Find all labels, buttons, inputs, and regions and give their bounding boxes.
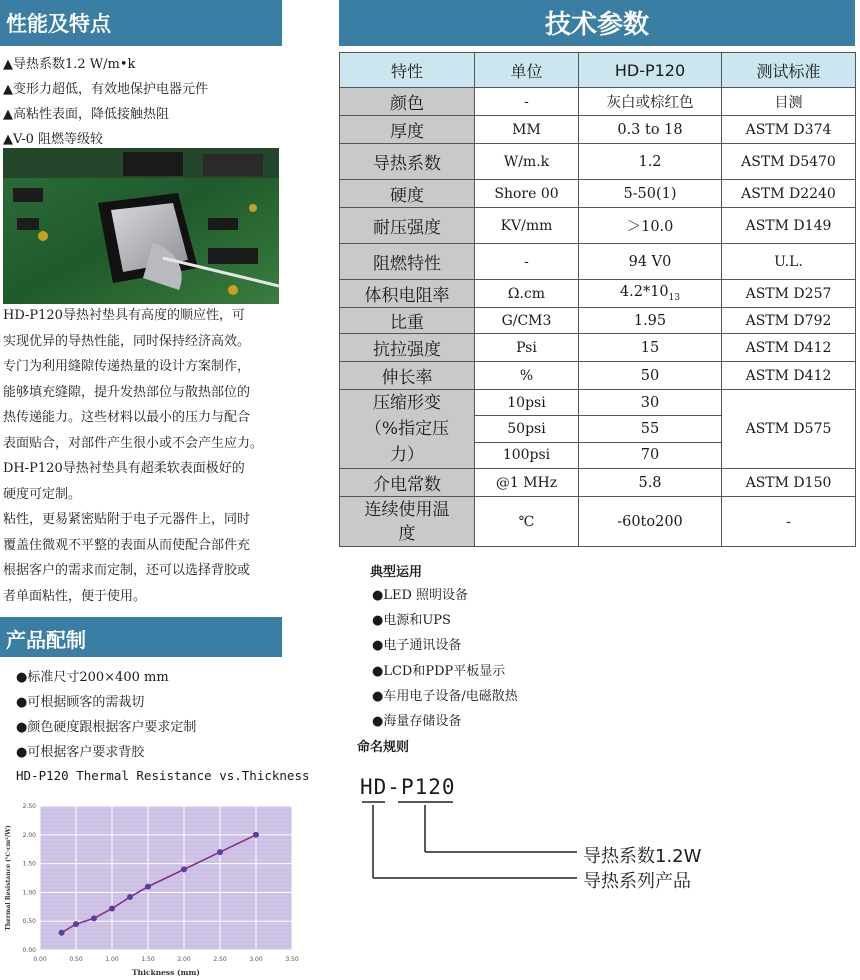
description-line: 根据客户的需求而定制，还可以选择背胶或 — [3, 563, 251, 578]
spec-value: 1.95 — [579, 308, 722, 334]
spec-value: 0.3 to 18 — [579, 116, 722, 144]
spec-row — [340, 116, 856, 144]
data-point — [73, 921, 79, 927]
property-line: （%指定压 — [364, 419, 450, 439]
description-line: 覆盖住微观不平整的表面从而使配合部件充 — [3, 537, 251, 553]
spec-header-cell: 测试标准 — [722, 53, 856, 88]
tech-heading: 技术参数 — [339, 0, 855, 46]
description-line: 专门为利用缝隙传递热量的设计方案制作， — [3, 359, 251, 374]
code-prefix: HD — [360, 775, 388, 799]
spec-header-cell: HD-P120 — [579, 53, 722, 88]
spec-standard: ASTM D2240 — [722, 180, 856, 208]
spec-unit: MM — [475, 116, 579, 144]
x-tick-label: 0.00 — [33, 956, 47, 963]
x-tick-label: 1.50 — [141, 956, 155, 963]
y-tick-label: 1.50 — [22, 860, 36, 868]
description-line: 者单面粘性，便于使用。 — [3, 588, 147, 604]
spec-standard: 目测 — [722, 88, 856, 116]
spec-value: 15 — [579, 334, 722, 362]
y-tick-label: 1.00 — [22, 889, 36, 897]
code-suffix: P120 — [400, 775, 456, 799]
feature-item: ▲高粘性表面，降低接触热阻 — [3, 107, 169, 122]
y-tick-label: 0.50 — [22, 918, 36, 926]
x-tick-label: 3.00 — [249, 956, 263, 963]
spec-unit: Shore 00 — [475, 180, 579, 208]
spec-standard: ASTM D374 — [722, 116, 856, 144]
chart-title: HD-P120 Thermal Resistance vs.Thickness — [16, 768, 310, 783]
spec-value: 55 — [579, 416, 722, 442]
data-point — [145, 884, 151, 890]
features-list — [3, 52, 281, 152]
data-point — [217, 849, 223, 855]
value-base: 4.2*10 — [619, 284, 669, 301]
spec-property: 耐压强度 — [340, 208, 475, 244]
data-point — [59, 930, 65, 936]
description-line: 热传递能力。这些材料以最小的压力与配合 — [3, 410, 251, 425]
spec-unit: @1 MHz — [475, 469, 579, 497]
product-photo — [3, 148, 279, 304]
spec-unit: Psi — [475, 334, 579, 362]
naming-heading: 命名规则 — [357, 740, 410, 755]
spec-property: 硬度 — [340, 180, 475, 208]
data-point — [91, 915, 97, 921]
spec-value — [579, 280, 722, 308]
value-exponent: 13 — [668, 292, 681, 303]
spec-standard: ASTM D412 — [722, 362, 856, 390]
data-point — [181, 866, 187, 872]
description-line: 能够填充缝隙，提升发热部位与散热部位的 — [3, 384, 251, 400]
property-line: 压缩形变 — [373, 393, 441, 413]
config-item: ●标准尺寸200×400 mm — [16, 670, 169, 685]
config-item: ●颜色硬度跟根据客户要求定制 — [16, 720, 197, 735]
spec-value: 30 — [579, 390, 722, 416]
spec-row — [340, 208, 856, 244]
spec-property: 导热系数 — [340, 144, 475, 180]
config-item: ●可根据客户要求背胶 — [16, 745, 145, 760]
spec-unit: G/CM3 — [475, 308, 579, 334]
spec-property: 抗拉强度 — [340, 334, 475, 362]
spec-unit: 10psi — [475, 390, 579, 416]
x-tick-label: 2.00 — [177, 956, 191, 963]
spec-unit: 50psi — [475, 416, 579, 442]
spec-value: 94 V0 — [579, 244, 722, 280]
spec-property — [340, 497, 475, 547]
spec-property: 比重 — [340, 308, 475, 334]
naming-series-label: 导热系列产品 — [583, 871, 691, 892]
spec-property: 颜色 — [340, 88, 475, 116]
description-line: 实现优异的导热性能，同时保持经济高效。 — [3, 333, 251, 349]
spec-value: 1.2 — [579, 144, 722, 180]
thermal-resistance-chart — [0, 796, 300, 980]
spec-property — [340, 390, 475, 469]
naming-conductivity-label: 导热系数1.2W — [583, 846, 702, 867]
spec-value: ＞10.0 — [579, 208, 722, 244]
data-point — [253, 832, 259, 838]
spec-standard: ASTM D412 — [722, 334, 856, 362]
spec-unit: W/m.k — [475, 144, 579, 180]
feature-item: ▲V-0 阻燃等级较 — [3, 132, 103, 147]
applications-heading: 典型运用 — [370, 565, 423, 580]
spec-value: 70 — [579, 442, 722, 468]
config-item: ●可根据顾客的需裁切 — [16, 695, 145, 710]
code-dash: - — [387, 775, 401, 799]
spec-row — [340, 244, 856, 280]
spec-standard: ASTM D575 — [722, 390, 856, 469]
spec-row — [340, 308, 856, 334]
x-tick-label: 0.50 — [69, 956, 83, 963]
property-line: 力） — [390, 445, 424, 465]
naming-connectors — [355, 772, 775, 902]
description-line: 表面贴合，对部件产生很小或不会产生应力。 — [3, 435, 264, 451]
spec-unit: - — [475, 244, 579, 280]
spec-standard: ASTM D792 — [722, 308, 856, 334]
spec-unit: KV/mm — [475, 208, 579, 244]
application-item: ●LED 照明设备 — [372, 588, 469, 603]
application-item: ●LCD和PDP平板显示 — [372, 663, 506, 679]
property-line: 度 — [398, 523, 416, 544]
x-axis-label: Thickness (mm) — [132, 968, 200, 977]
spec-row — [340, 180, 856, 208]
spec-standard: ASTM D257 — [722, 280, 856, 308]
applications-list — [372, 583, 518, 734]
spec-value: 5.8 — [579, 469, 722, 497]
description-line: HD-P120导热衬垫具有高度的顺应性，可 — [3, 308, 245, 323]
spec-value: -60to200 — [579, 497, 722, 547]
circuit-board-image — [3, 148, 279, 304]
spec-value: 50 — [579, 362, 722, 390]
config-heading: 产品配制 — [0, 617, 282, 657]
spec-standard: ASTM D5470 — [722, 144, 856, 180]
spec-value: 5-50(1) — [579, 180, 722, 208]
spec-row — [340, 280, 856, 308]
spec-standard: ASTM D150 — [722, 469, 856, 497]
config-list — [16, 665, 196, 765]
spec-header-cell: 特性 — [340, 53, 475, 88]
spec-row — [340, 88, 856, 116]
property-line: 连续使用温 — [364, 499, 450, 520]
data-point — [127, 894, 133, 900]
y-tick-label: 0.00 — [22, 947, 36, 954]
description-line: DH-P120导热衬垫具有超柔软表面极好的 — [3, 461, 245, 476]
spec-header-row — [340, 53, 856, 88]
spec-property: 介电常数 — [340, 469, 475, 497]
spec-unit: Ω.cm — [475, 280, 579, 308]
description-line: 硬度可定制。 — [3, 486, 82, 502]
application-item: ●电子通讯设备 — [372, 638, 462, 654]
y-tick-label: 2.00 — [22, 831, 36, 839]
feature-item: ▲导热系数1.2 W/m•k — [3, 57, 136, 72]
application-item: ●海量存储设备 — [372, 714, 462, 730]
application-item: ●电源和UPS — [372, 613, 451, 629]
x-tick-label: 1.00 — [105, 956, 119, 963]
spec-value: 灰白或棕红色 — [579, 88, 722, 116]
spec-row-compression — [340, 390, 856, 416]
spec-row — [340, 334, 856, 362]
spec-table — [339, 52, 856, 547]
x-tick-label: 2.50 — [213, 956, 227, 963]
product-description — [3, 303, 287, 609]
spec-unit: 100psi — [475, 442, 579, 468]
y-axis-label: Thermal Resistance (℃·cm²/W) — [5, 825, 12, 931]
application-item: ●车用电子设备/电磁散热 — [372, 688, 518, 704]
spec-property: 伸长率 — [340, 362, 475, 390]
spec-property: 厚度 — [340, 116, 475, 144]
description-line: 粘性，更易紧密贴附于电子元器件上，同时 — [3, 512, 251, 527]
naming-diagram — [355, 772, 775, 902]
spec-row — [340, 362, 856, 390]
x-tick-label: 3.50 — [285, 956, 299, 963]
spec-property: 体积电阻率 — [340, 280, 475, 308]
spec-standard: ASTM D149 — [722, 208, 856, 244]
spec-header-cell: 单位 — [475, 53, 579, 88]
spec-row — [340, 497, 856, 547]
data-point — [109, 906, 115, 912]
spec-row — [340, 469, 856, 497]
spec-standard: U.L. — [722, 244, 856, 280]
spec-unit: ℃ — [475, 497, 579, 547]
y-tick-label: 2.50 — [22, 803, 36, 810]
spec-property: 阻燃特性 — [340, 244, 475, 280]
spec-unit: - — [475, 88, 579, 116]
spec-standard: - — [722, 497, 856, 547]
spec-row — [340, 144, 856, 180]
spec-unit: % — [475, 362, 579, 390]
feature-item: ▲变形力超低，有效地保护电器元件 — [3, 82, 208, 97]
features-heading: 性能及特点 — [0, 0, 282, 46]
